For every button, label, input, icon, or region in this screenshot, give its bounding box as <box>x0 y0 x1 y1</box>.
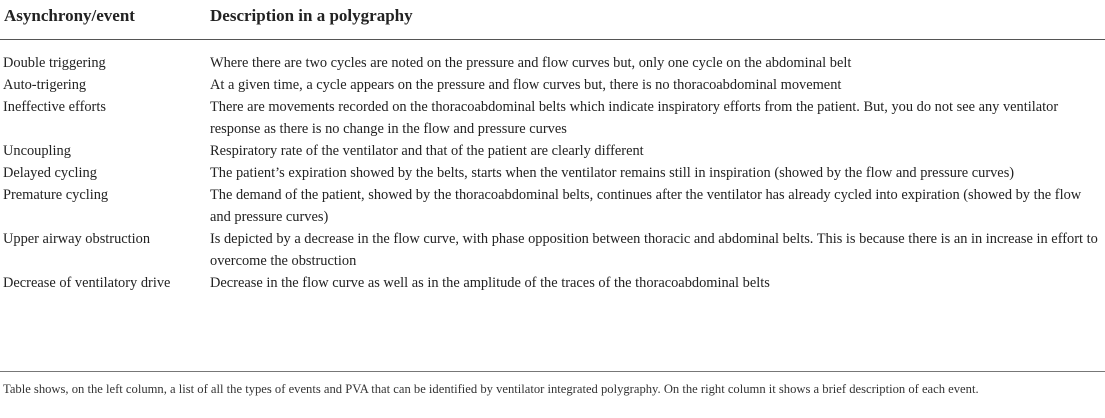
table-footnote: Table shows, on the left column, a list of all the types of events and PVA that can be identified by ventilator integrated polygraphy. On the right column it shows a brief description of each event. <box>3 382 979 396</box>
event-cell: Auto-trigering <box>3 76 87 93</box>
event-cell: Decrease of ventilatory drive <box>3 274 171 291</box>
event-cell: Premature cycling <box>3 186 109 203</box>
footnote-divider <box>0 371 1105 372</box>
event-cell: Delayed cycling <box>3 164 97 181</box>
table-row <box>0 184 1105 228</box>
table-header-row <box>0 0 1105 39</box>
column-header-description: Description in a polygraphy <box>208 0 1105 39</box>
description-cell: There are movements recorded on the thoracoabdominal belts which indicate inspiratory efforts from the patient. But, you do not see any ventilator response as there is no change in the flow and pressure curves <box>210 98 1059 137</box>
table-row <box>0 140 1105 162</box>
description-cell: Where there are two cycles are noted on the pressure and flow curves but, only one cycle on the abdominal belt <box>210 54 852 71</box>
description-cell: At a given time, a cycle appears on the pressure and flow curves but, there is no thoracoabdominal movement <box>210 76 842 93</box>
table-row <box>0 228 1105 272</box>
table-row <box>0 74 1105 96</box>
column-header-event: Asynchrony/event <box>0 0 208 39</box>
table-row <box>0 39 1105 74</box>
event-cell: Uncoupling <box>3 142 71 159</box>
description-cell: The demand of the patient, showed by the thoracoabdominal belts, continues after the ventilator has already cycled into expiration (showed by the flow and pressure curves) <box>210 186 1082 225</box>
table-row <box>0 96 1105 140</box>
table-row <box>0 272 1105 304</box>
event-cell: Double triggering <box>3 54 106 71</box>
description-cell: Is depicted by a decrease in the flow curve, with phase opposition between thoracic and abdominal belts. This is because there is an in increase in effort to overcome the obstruction <box>210 230 1098 269</box>
description-cell: The patient’s expiration showed by the belts, starts when the ventilator remains still in inspiration (showed by the flow and pressure curves) <box>210 164 1015 181</box>
table-row <box>0 162 1105 184</box>
description-cell: Respiratory rate of the ventilator and that of the patient are clearly different <box>210 142 644 159</box>
event-cell: Ineffective efforts <box>3 98 106 115</box>
event-cell: Upper airway obstruction <box>3 230 151 247</box>
description-cell: Decrease in the flow curve as well as in the amplitude of the traces of the thoracoabdominal belts <box>210 274 770 291</box>
